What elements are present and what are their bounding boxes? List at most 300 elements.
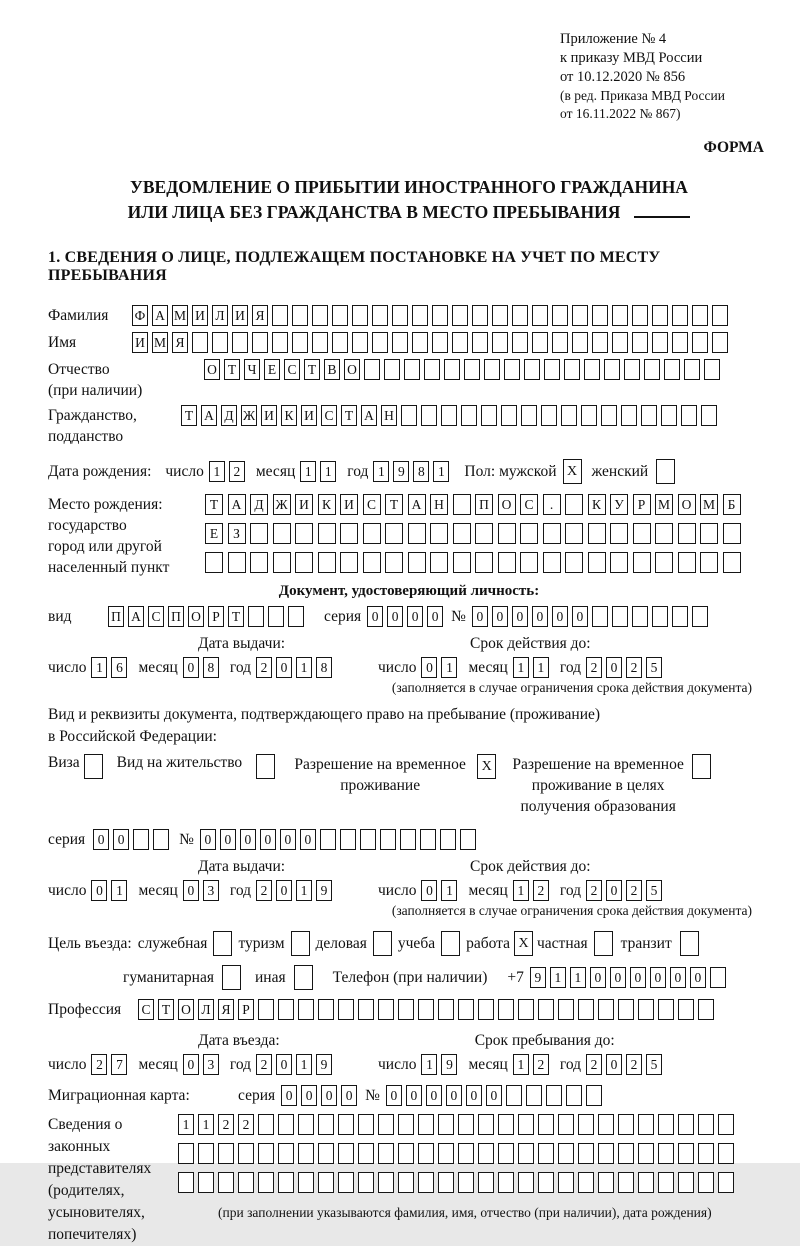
char-cell[interactable]: С <box>138 999 154 1020</box>
char-cell[interactable]: 0 <box>421 880 437 901</box>
char-cell[interactable] <box>564 359 580 380</box>
birth-day-boxes[interactable] <box>209 461 249 482</box>
char-cell[interactable] <box>588 552 606 573</box>
char-cell[interactable]: 0 <box>387 606 403 627</box>
identity-issue-month-boxes[interactable] <box>183 657 223 678</box>
char-cell[interactable]: 0 <box>552 606 568 627</box>
char-cell[interactable] <box>504 359 520 380</box>
char-cell[interactable] <box>658 1143 674 1164</box>
char-cell[interactable]: 9 <box>441 1054 457 1075</box>
char-cell[interactable]: 2 <box>533 880 549 901</box>
char-cell[interactable] <box>278 999 294 1020</box>
char-cell[interactable] <box>464 359 480 380</box>
char-cell[interactable] <box>458 1114 474 1135</box>
char-cell[interactable]: О <box>498 494 516 515</box>
char-cell[interactable]: 0 <box>276 880 292 901</box>
char-cell[interactable] <box>338 1143 354 1164</box>
char-cell[interactable] <box>378 1143 394 1164</box>
char-cell[interactable] <box>412 305 428 326</box>
char-cell[interactable] <box>710 967 726 988</box>
char-cell[interactable] <box>298 999 314 1020</box>
char-cell[interactable]: 0 <box>472 606 488 627</box>
char-cell[interactable] <box>232 332 248 353</box>
char-cell[interactable]: К <box>588 494 606 515</box>
birth-year-boxes[interactable] <box>373 461 453 482</box>
char-cell[interactable] <box>238 1172 254 1193</box>
checkbox-cell[interactable] <box>84 754 103 779</box>
char-cell[interactable]: Е <box>205 523 223 544</box>
char-cell[interactable]: Т <box>385 494 403 515</box>
char-cell[interactable] <box>340 829 356 850</box>
char-cell[interactable]: Т <box>304 359 320 380</box>
char-cell[interactable] <box>378 1114 394 1135</box>
char-cell[interactable] <box>432 305 448 326</box>
char-cell[interactable] <box>478 1143 494 1164</box>
char-cell[interactable] <box>520 523 538 544</box>
char-cell[interactable] <box>498 1114 514 1135</box>
char-cell[interactable]: 1 <box>513 1054 529 1075</box>
char-cell[interactable] <box>701 405 717 426</box>
char-cell[interactable] <box>543 552 561 573</box>
char-cell[interactable]: 0 <box>200 829 216 850</box>
representatives-row3-boxes[interactable] <box>178 1172 738 1193</box>
char-cell[interactable] <box>652 332 668 353</box>
char-cell[interactable]: 0 <box>407 606 423 627</box>
char-cell[interactable] <box>398 1172 414 1193</box>
char-cell[interactable] <box>578 999 594 1020</box>
char-cell[interactable] <box>592 305 608 326</box>
char-cell[interactable]: 0 <box>301 1085 317 1106</box>
char-cell[interactable] <box>552 305 568 326</box>
char-cell[interactable]: 0 <box>220 829 236 850</box>
char-cell[interactable]: 2 <box>586 880 602 901</box>
char-cell[interactable] <box>258 999 274 1020</box>
char-cell[interactable] <box>320 829 336 850</box>
char-cell[interactable] <box>338 999 354 1020</box>
char-cell[interactable]: О <box>204 359 220 380</box>
char-cell[interactable] <box>404 359 420 380</box>
char-cell[interactable]: 2 <box>238 1114 254 1135</box>
char-cell[interactable] <box>598 999 614 1020</box>
char-cell[interactable] <box>558 1143 574 1164</box>
char-cell[interactable] <box>692 305 708 326</box>
stay-year-boxes[interactable] <box>586 1054 666 1075</box>
char-cell[interactable] <box>378 1172 394 1193</box>
char-cell[interactable]: 2 <box>256 880 272 901</box>
char-cell[interactable] <box>598 1114 614 1135</box>
char-cell[interactable] <box>678 523 696 544</box>
char-cell[interactable] <box>340 552 358 573</box>
char-cell[interactable] <box>558 1114 574 1135</box>
char-cell[interactable] <box>658 1172 674 1193</box>
char-cell[interactable]: К <box>318 494 336 515</box>
temp-residence-checkbox[interactable] <box>477 754 496 779</box>
char-cell[interactable] <box>641 405 657 426</box>
char-cell[interactable]: А <box>361 405 377 426</box>
char-cell[interactable] <box>358 1114 374 1135</box>
checkbox-cell[interactable] <box>213 931 232 956</box>
char-cell[interactable] <box>604 359 620 380</box>
char-cell[interactable] <box>518 999 534 1020</box>
char-cell[interactable]: 0 <box>606 1054 622 1075</box>
char-cell[interactable] <box>398 1143 414 1164</box>
birthplace-row2-boxes[interactable] <box>205 523 745 544</box>
char-cell[interactable]: З <box>228 523 246 544</box>
migration-series-boxes[interactable] <box>281 1085 361 1106</box>
firstname-boxes[interactable] <box>132 332 732 353</box>
char-cell[interactable] <box>318 552 336 573</box>
char-cell[interactable] <box>681 405 697 426</box>
char-cell[interactable]: 8 <box>413 461 429 482</box>
char-cell[interactable]: 2 <box>626 657 642 678</box>
char-cell[interactable]: 0 <box>690 967 706 988</box>
char-cell[interactable] <box>565 494 583 515</box>
char-cell[interactable]: 2 <box>256 1054 272 1075</box>
char-cell[interactable] <box>481 405 497 426</box>
char-cell[interactable]: Д <box>250 494 268 515</box>
phone-boxes[interactable] <box>530 967 730 988</box>
char-cell[interactable] <box>385 552 403 573</box>
char-cell[interactable] <box>655 523 673 544</box>
char-cell[interactable]: 1 <box>550 967 566 988</box>
char-cell[interactable] <box>250 552 268 573</box>
char-cell[interactable] <box>661 405 677 426</box>
char-cell[interactable]: 0 <box>466 1085 482 1106</box>
char-cell[interactable] <box>278 1143 294 1164</box>
char-cell[interactable]: 2 <box>229 461 245 482</box>
char-cell[interactable]: Т <box>228 606 244 627</box>
residence-valid-day-boxes[interactable] <box>421 880 461 901</box>
checkbox-cell[interactable]: X <box>514 931 533 956</box>
char-cell[interactable] <box>438 1114 454 1135</box>
char-cell[interactable] <box>205 552 223 573</box>
identity-kind-boxes[interactable] <box>108 606 308 627</box>
char-cell[interactable] <box>566 1085 582 1106</box>
char-cell[interactable]: О <box>188 606 204 627</box>
char-cell[interactable]: Т <box>341 405 357 426</box>
char-cell[interactable] <box>698 1143 714 1164</box>
char-cell[interactable]: 2 <box>586 657 602 678</box>
char-cell[interactable]: 8 <box>203 657 219 678</box>
char-cell[interactable]: Ж <box>273 494 291 515</box>
char-cell[interactable]: А <box>228 494 246 515</box>
char-cell[interactable]: 1 <box>533 657 549 678</box>
char-cell[interactable]: 0 <box>367 606 383 627</box>
residence-valid-month-boxes[interactable] <box>513 880 553 901</box>
char-cell[interactable]: 1 <box>513 880 529 901</box>
char-cell[interactable]: Т <box>181 405 197 426</box>
char-cell[interactable]: 1 <box>178 1114 194 1135</box>
char-cell[interactable] <box>332 305 348 326</box>
purpose-humanitarian-checkbox[interactable] <box>222 965 241 990</box>
sex-male-checkbox[interactable] <box>563 459 582 484</box>
char-cell[interactable] <box>453 523 471 544</box>
char-cell[interactable] <box>318 523 336 544</box>
char-cell[interactable] <box>672 305 688 326</box>
char-cell[interactable]: 0 <box>281 1085 297 1106</box>
temp-residence-edu-checkbox[interactable] <box>692 754 711 779</box>
char-cell[interactable] <box>352 305 368 326</box>
char-cell[interactable] <box>678 999 694 1020</box>
purpose-study-checkbox[interactable] <box>441 931 460 956</box>
char-cell[interactable]: М <box>700 494 718 515</box>
char-cell[interactable]: 0 <box>280 829 296 850</box>
identity-series-boxes[interactable] <box>367 606 447 627</box>
char-cell[interactable] <box>268 606 284 627</box>
char-cell[interactable] <box>698 1114 714 1135</box>
char-cell[interactable] <box>546 1085 562 1106</box>
char-cell[interactable]: 0 <box>91 880 107 901</box>
char-cell[interactable]: 0 <box>276 657 292 678</box>
char-cell[interactable] <box>438 999 454 1020</box>
residence-valid-year-boxes[interactable] <box>586 880 666 901</box>
char-cell[interactable]: 0 <box>321 1085 337 1106</box>
char-cell[interactable]: П <box>168 606 184 627</box>
char-cell[interactable] <box>272 305 288 326</box>
char-cell[interactable]: . <box>543 494 561 515</box>
char-cell[interactable]: 8 <box>316 657 332 678</box>
char-cell[interactable]: 1 <box>433 461 449 482</box>
entry-month-boxes[interactable] <box>183 1054 223 1075</box>
char-cell[interactable] <box>584 359 600 380</box>
entry-day-boxes[interactable] <box>91 1054 131 1075</box>
char-cell[interactable] <box>278 1172 294 1193</box>
char-cell[interactable]: 2 <box>256 657 272 678</box>
char-cell[interactable] <box>178 1172 194 1193</box>
char-cell[interactable] <box>684 359 700 380</box>
char-cell[interactable] <box>638 1172 654 1193</box>
identity-valid-year-boxes[interactable] <box>586 657 666 678</box>
char-cell[interactable] <box>578 1114 594 1135</box>
char-cell[interactable] <box>565 552 583 573</box>
char-cell[interactable]: 1 <box>296 657 312 678</box>
char-cell[interactable] <box>698 1172 714 1193</box>
char-cell[interactable]: 1 <box>91 657 107 678</box>
char-cell[interactable] <box>292 332 308 353</box>
char-cell[interactable]: 2 <box>626 1054 642 1075</box>
char-cell[interactable]: О <box>678 494 696 515</box>
char-cell[interactable] <box>298 1114 314 1135</box>
char-cell[interactable]: Т <box>205 494 223 515</box>
patronymic-boxes[interactable] <box>204 359 724 380</box>
surname-boxes[interactable] <box>132 305 732 326</box>
char-cell[interactable] <box>678 1114 694 1135</box>
representatives-row1-boxes[interactable] <box>178 1114 738 1135</box>
char-cell[interactable] <box>458 1172 474 1193</box>
char-cell[interactable] <box>360 829 376 850</box>
char-cell[interactable] <box>544 359 560 380</box>
char-cell[interactable] <box>638 999 654 1020</box>
char-cell[interactable]: М <box>172 305 188 326</box>
char-cell[interactable] <box>543 523 561 544</box>
char-cell[interactable] <box>258 1172 274 1193</box>
char-cell[interactable] <box>178 1143 194 1164</box>
char-cell[interactable] <box>698 999 714 1020</box>
checkbox-cell[interactable] <box>291 931 310 956</box>
char-cell[interactable] <box>652 606 668 627</box>
checkbox-cell[interactable] <box>294 965 313 990</box>
char-cell[interactable]: М <box>152 332 168 353</box>
char-cell[interactable] <box>363 552 381 573</box>
char-cell[interactable] <box>212 332 228 353</box>
char-cell[interactable] <box>552 332 568 353</box>
char-cell[interactable] <box>453 494 471 515</box>
char-cell[interactable] <box>418 1143 434 1164</box>
char-cell[interactable] <box>318 1143 334 1164</box>
char-cell[interactable] <box>338 1114 354 1135</box>
char-cell[interactable]: И <box>340 494 358 515</box>
checkbox-cell[interactable] <box>373 931 392 956</box>
char-cell[interactable] <box>478 1172 494 1193</box>
char-cell[interactable] <box>592 332 608 353</box>
char-cell[interactable] <box>518 1143 534 1164</box>
char-cell[interactable] <box>532 305 548 326</box>
checkbox-cell[interactable]: X <box>477 754 496 779</box>
char-cell[interactable]: Е <box>264 359 280 380</box>
residence-number-boxes[interactable] <box>200 829 480 850</box>
char-cell[interactable] <box>453 552 471 573</box>
char-cell[interactable] <box>258 1143 274 1164</box>
char-cell[interactable] <box>538 1172 554 1193</box>
char-cell[interactable]: 9 <box>316 1054 332 1075</box>
char-cell[interactable]: 9 <box>316 880 332 901</box>
char-cell[interactable]: 0 <box>486 1085 502 1106</box>
char-cell[interactable]: 0 <box>421 657 437 678</box>
char-cell[interactable]: 1 <box>570 967 586 988</box>
char-cell[interactable] <box>295 552 313 573</box>
char-cell[interactable]: Р <box>633 494 651 515</box>
char-cell[interactable] <box>541 405 557 426</box>
char-cell[interactable] <box>295 523 313 544</box>
char-cell[interactable] <box>352 332 368 353</box>
char-cell[interactable] <box>512 332 528 353</box>
char-cell[interactable] <box>644 359 660 380</box>
purpose-work-checkbox[interactable] <box>514 931 533 956</box>
char-cell[interactable]: Я <box>252 305 268 326</box>
char-cell[interactable]: 2 <box>91 1054 107 1075</box>
char-cell[interactable]: 6 <box>111 657 127 678</box>
char-cell[interactable] <box>512 305 528 326</box>
residence-series-boxes[interactable] <box>93 829 173 850</box>
char-cell[interactable] <box>718 1172 734 1193</box>
char-cell[interactable]: Н <box>430 494 448 515</box>
char-cell[interactable] <box>672 606 688 627</box>
char-cell[interactable] <box>424 359 440 380</box>
char-cell[interactable]: 0 <box>183 657 199 678</box>
char-cell[interactable]: С <box>363 494 381 515</box>
char-cell[interactable] <box>458 1143 474 1164</box>
char-cell[interactable]: 0 <box>650 967 666 988</box>
char-cell[interactable] <box>421 405 437 426</box>
identity-valid-day-boxes[interactable] <box>421 657 461 678</box>
char-cell[interactable]: 7 <box>111 1054 127 1075</box>
char-cell[interactable]: Т <box>224 359 240 380</box>
char-cell[interactable] <box>621 405 637 426</box>
char-cell[interactable]: Ч <box>244 359 260 380</box>
char-cell[interactable]: С <box>148 606 164 627</box>
identity-issue-year-boxes[interactable] <box>256 657 336 678</box>
purpose-business-checkbox[interactable] <box>373 931 392 956</box>
identity-number-boxes[interactable] <box>472 606 712 627</box>
char-cell[interactable]: О <box>344 359 360 380</box>
char-cell[interactable] <box>658 1114 674 1135</box>
char-cell[interactable] <box>618 999 634 1020</box>
char-cell[interactable] <box>501 405 517 426</box>
char-cell[interactable] <box>498 1143 514 1164</box>
char-cell[interactable] <box>478 1114 494 1135</box>
char-cell[interactable]: А <box>408 494 426 515</box>
char-cell[interactable] <box>558 1172 574 1193</box>
char-cell[interactable] <box>392 305 408 326</box>
char-cell[interactable] <box>718 1143 734 1164</box>
birthplace-row3-boxes[interactable] <box>205 552 745 573</box>
char-cell[interactable] <box>561 405 577 426</box>
char-cell[interactable] <box>238 1143 254 1164</box>
char-cell[interactable] <box>723 523 741 544</box>
char-cell[interactable]: 2 <box>586 1054 602 1075</box>
char-cell[interactable] <box>358 1172 374 1193</box>
char-cell[interactable]: 1 <box>320 461 336 482</box>
char-cell[interactable] <box>258 1114 274 1135</box>
char-cell[interactable] <box>712 305 728 326</box>
char-cell[interactable] <box>292 305 308 326</box>
char-cell[interactable]: И <box>132 332 148 353</box>
char-cell[interactable] <box>432 332 448 353</box>
char-cell[interactable] <box>498 999 514 1020</box>
char-cell[interactable] <box>364 359 380 380</box>
char-cell[interactable] <box>273 552 291 573</box>
char-cell[interactable] <box>460 829 476 850</box>
char-cell[interactable]: А <box>201 405 217 426</box>
char-cell[interactable] <box>358 1143 374 1164</box>
char-cell[interactable]: 3 <box>203 880 219 901</box>
char-cell[interactable] <box>532 332 548 353</box>
char-cell[interactable] <box>506 1085 522 1106</box>
char-cell[interactable]: О <box>178 999 194 1020</box>
char-cell[interactable] <box>318 1114 334 1135</box>
char-cell[interactable]: 1 <box>296 1054 312 1075</box>
char-cell[interactable] <box>472 305 488 326</box>
char-cell[interactable]: 0 <box>113 829 129 850</box>
char-cell[interactable] <box>458 999 474 1020</box>
char-cell[interactable]: А <box>128 606 144 627</box>
checkbox-cell[interactable] <box>656 459 675 484</box>
char-cell[interactable] <box>398 999 414 1020</box>
char-cell[interactable]: 0 <box>240 829 256 850</box>
char-cell[interactable] <box>250 523 268 544</box>
char-cell[interactable]: 9 <box>393 461 409 482</box>
char-cell[interactable] <box>692 332 708 353</box>
char-cell[interactable] <box>318 999 334 1020</box>
char-cell[interactable] <box>372 305 388 326</box>
char-cell[interactable]: 0 <box>300 829 316 850</box>
char-cell[interactable]: 1 <box>373 461 389 482</box>
char-cell[interactable]: 0 <box>446 1085 462 1106</box>
char-cell[interactable] <box>632 332 648 353</box>
char-cell[interactable]: Д <box>221 405 237 426</box>
char-cell[interactable]: И <box>261 405 277 426</box>
char-cell[interactable]: 2 <box>533 1054 549 1075</box>
char-cell[interactable] <box>288 606 304 627</box>
char-cell[interactable] <box>586 1085 602 1106</box>
char-cell[interactable] <box>472 332 488 353</box>
purpose-tourism-checkbox[interactable] <box>291 931 310 956</box>
char-cell[interactable] <box>588 523 606 544</box>
char-cell[interactable] <box>475 523 493 544</box>
char-cell[interactable] <box>581 405 597 426</box>
char-cell[interactable]: Т <box>158 999 174 1020</box>
char-cell[interactable] <box>340 523 358 544</box>
